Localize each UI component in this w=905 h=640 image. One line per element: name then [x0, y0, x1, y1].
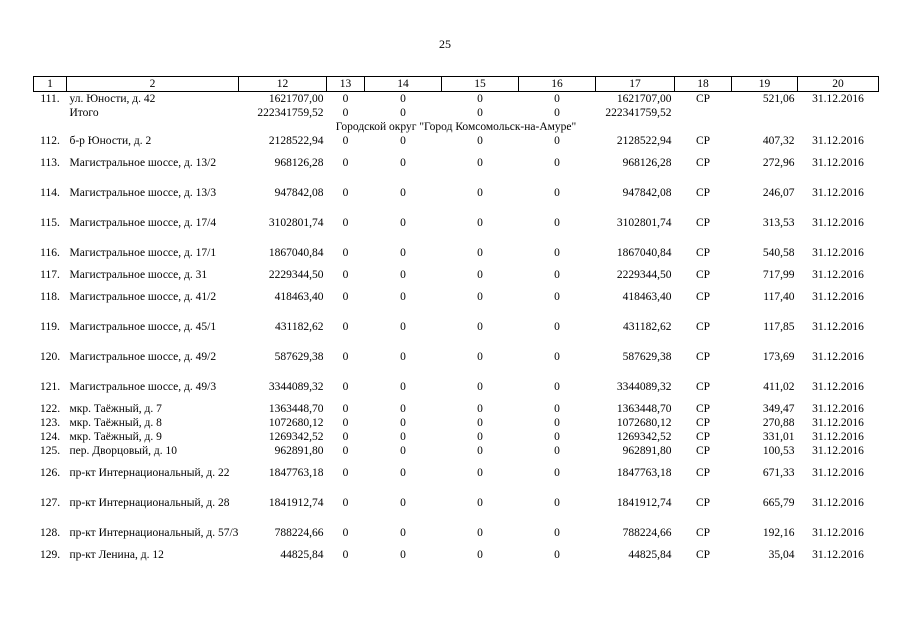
- address-cell: пр-кт Интернациональный, д. 28: [69, 497, 230, 509]
- col-19-cell: 100,53: [762, 445, 795, 457]
- col-13-cell: 0: [342, 135, 349, 147]
- col-13-cell: 0: [342, 445, 349, 457]
- col-17-cell: 222341759,52: [605, 107, 672, 119]
- col-18-cell: СР: [695, 217, 711, 229]
- col-20-cell: 31.12.2016: [812, 431, 864, 443]
- col-14-cell: 0: [400, 135, 406, 147]
- col-14-cell: 0: [400, 527, 406, 539]
- row-number: 116.: [40, 247, 60, 259]
- table-row: [34, 134, 879, 148]
- col-16-cell: 0: [554, 321, 560, 333]
- address-cell: Магистральное шоссе, д. 45/1: [69, 321, 217, 333]
- col-15-cell: 0: [477, 291, 483, 303]
- col-20-cell: 31.12.2016: [812, 497, 864, 509]
- col-14-cell: 0: [400, 291, 406, 303]
- col-19-cell: 671,33: [762, 467, 795, 479]
- row-number: 126.: [39, 467, 61, 479]
- row-number: 127.: [39, 497, 61, 509]
- col-13-cell: 0: [342, 217, 349, 229]
- col-16-cell: 0: [554, 417, 560, 429]
- col-19-cell: 407,32: [762, 135, 795, 147]
- col-18-cell: СР: [695, 291, 711, 303]
- col-19-cell: 349,47: [762, 403, 795, 415]
- col-15-cell: 0: [477, 187, 483, 199]
- col-15-cell: 0: [477, 269, 483, 281]
- col-15-cell: 0: [477, 381, 483, 393]
- col-13-cell: 0: [342, 157, 349, 169]
- col-17-cell: 418463,40: [622, 291, 672, 303]
- col-15-cell: 0: [477, 417, 483, 429]
- col-12-cell: 962891,80: [274, 445, 324, 457]
- col-14-cell: 0: [400, 403, 406, 415]
- col-18-cell: СР: [695, 549, 711, 561]
- col-13-cell: 0: [342, 269, 349, 281]
- col-18-cell: СР: [695, 403, 711, 415]
- col-14-cell: 0: [400, 187, 406, 199]
- col-17-cell: 947842,08: [622, 187, 672, 199]
- col-14-cell: 0: [400, 417, 406, 429]
- header-cell-17: 17: [596, 77, 675, 92]
- col-13-cell: 0: [342, 403, 349, 415]
- header-cell-13: 13: [327, 77, 365, 92]
- col-17-cell: 1621707,00: [616, 93, 672, 105]
- col-12-cell: 1072680,12: [268, 417, 324, 429]
- report-table: [33, 76, 879, 562]
- col-12-cell: 3102801,74: [268, 217, 324, 229]
- col-12-cell: 1847763,18: [268, 467, 324, 479]
- col-16-cell: 0: [554, 291, 560, 303]
- col-13-cell: 0: [342, 321, 349, 333]
- address-cell: Магистральное шоссе, д. 31: [69, 269, 208, 281]
- col-19-cell: 521,06: [762, 93, 795, 105]
- col-16-cell: 0: [554, 157, 560, 169]
- col-14-cell: 0: [400, 269, 406, 281]
- header-cell-20: 20: [798, 77, 879, 92]
- table-row: [34, 458, 879, 488]
- col-20-cell: 31.12.2016: [812, 291, 864, 303]
- header-cell-1: 1: [34, 77, 67, 92]
- col-14-cell: 0: [400, 93, 406, 105]
- col-17-cell: 2128522,94: [616, 135, 672, 147]
- col-20-cell: 31.12.2016: [812, 351, 864, 363]
- col-18-cell: СР: [695, 417, 711, 429]
- col-15-cell: 0: [477, 93, 483, 105]
- col-15-cell: 0: [477, 321, 483, 333]
- header-cell-16: 16: [519, 77, 596, 92]
- table-row: [34, 106, 879, 120]
- row-number: 122.: [39, 403, 61, 415]
- col-20-cell: 31.12.2016: [812, 247, 864, 259]
- col-19-cell: 540,58: [762, 247, 795, 259]
- col-18-cell: СР: [695, 135, 711, 147]
- col-17-cell: 1841912,74: [616, 497, 672, 509]
- col-16-cell: 0: [554, 527, 560, 539]
- col-14-cell: 0: [400, 497, 406, 509]
- col-14-cell: 0: [400, 549, 406, 561]
- table-row: [34, 92, 879, 107]
- col-16-cell: 0: [554, 351, 560, 363]
- header-cell-18: 18: [675, 77, 732, 92]
- table-row: [34, 312, 879, 342]
- section-row: [34, 120, 879, 134]
- col-17-cell: 1363448,70: [616, 403, 672, 415]
- col-15-cell: 0: [477, 467, 483, 479]
- col-16-cell: 0: [554, 467, 560, 479]
- col-14-cell: 0: [400, 247, 406, 259]
- address-cell: пр-кт Интернациональный, д. 57/3: [69, 527, 239, 539]
- col-15-cell: 0: [477, 157, 483, 169]
- row-number: 123.: [39, 417, 61, 429]
- col-16-cell: 0: [554, 135, 560, 147]
- col-18-cell: СР: [695, 527, 711, 539]
- col-18-cell: СР: [695, 445, 711, 457]
- row-number: 125.: [39, 445, 61, 457]
- col-14-cell: 0: [400, 381, 406, 393]
- table-row: [34, 208, 879, 238]
- col-12-cell: 1269342,52: [268, 431, 324, 443]
- col-19-cell: 173,69: [762, 351, 795, 363]
- col-13-cell: 0: [342, 431, 349, 443]
- col-17-cell: 44825,84: [628, 549, 672, 561]
- col-19-cell: 331,01: [762, 431, 795, 443]
- col-19-cell: 411,02: [763, 381, 795, 393]
- col-14-cell: 0: [400, 217, 406, 229]
- table-row: [34, 402, 879, 416]
- header-cell-12: 12: [239, 77, 327, 92]
- col-15-cell: 0: [477, 403, 483, 415]
- col-18-cell: СР: [695, 351, 711, 363]
- col-20-cell: 31.12.2016: [812, 403, 864, 415]
- col-12-cell: 1841912,74: [268, 497, 324, 509]
- row-number: 111.: [40, 93, 60, 105]
- col-18-cell: СР: [695, 93, 711, 105]
- col-13-cell: 0: [342, 351, 349, 363]
- col-18-cell: СР: [695, 269, 711, 281]
- row-number: 118.: [40, 291, 60, 303]
- col-19-cell: 192,16: [762, 527, 795, 539]
- col-20-cell: 31.12.2016: [812, 187, 864, 199]
- table-row: [34, 238, 879, 268]
- col-12-cell: 1363448,70: [268, 403, 324, 415]
- col-15-cell: 0: [477, 217, 483, 229]
- col-14-cell: 0: [400, 157, 406, 169]
- row-number: 113.: [40, 157, 60, 169]
- col-18-cell: [675, 106, 732, 120]
- col-13-cell: 0: [342, 247, 349, 259]
- col-13-cell: 0: [342, 187, 349, 199]
- table-row: [34, 342, 879, 372]
- address-cell: Магистральное шоссе, д. 13/2: [69, 157, 217, 169]
- col-13-cell: 0: [342, 527, 349, 539]
- col-16-cell: 0: [554, 403, 560, 415]
- table-body: [34, 92, 879, 563]
- address-cell: мкр. Таёжный, д. 9: [69, 431, 162, 443]
- col-19-cell: 117,40: [763, 291, 795, 303]
- address-cell: Итого: [69, 107, 99, 119]
- col-15-cell: 0: [477, 549, 483, 561]
- address-cell: Магистральное шоссе, д. 17/1: [69, 247, 217, 259]
- col-18-cell: СР: [695, 187, 711, 199]
- col-12-cell: 1621707,00: [268, 93, 324, 105]
- header-row: [34, 77, 879, 92]
- col-15-cell: 0: [477, 135, 483, 147]
- table-row: [34, 282, 879, 312]
- address-cell: ул. Юности, д. 42: [69, 93, 156, 105]
- col-13-cell: 0: [342, 467, 349, 479]
- col-13-cell: 0: [342, 417, 349, 429]
- header-cell-14: 14: [365, 77, 442, 92]
- table-row: [34, 518, 879, 548]
- table-row: [34, 548, 879, 562]
- table-row: [34, 430, 879, 444]
- col-19-cell: 665,79: [762, 497, 795, 509]
- row-number: [34, 106, 67, 120]
- row-number: 115.: [40, 217, 60, 229]
- col-18-cell: СР: [695, 157, 711, 169]
- col-12-cell: 1867040,84: [268, 247, 324, 259]
- col-12-cell: 222341759,52: [257, 107, 324, 119]
- address-cell: мкр. Таёжный, д. 7: [69, 403, 162, 415]
- col-20-cell: 31.12.2016: [812, 321, 864, 333]
- col-12-cell: 947842,08: [274, 187, 324, 199]
- col-16-cell: 0: [554, 247, 560, 259]
- col-15-cell: 0: [477, 445, 483, 457]
- header-cell-19: 19: [732, 77, 798, 92]
- table-row: [34, 372, 879, 402]
- col-20-cell: [798, 106, 879, 120]
- col-16-cell: 0: [554, 431, 560, 443]
- col-17-cell: 1072680,12: [616, 417, 672, 429]
- col-14-cell: 0: [400, 351, 406, 363]
- header-cell-15: 15: [442, 77, 519, 92]
- row-number: 119.: [40, 321, 60, 333]
- col-17-cell: 431182,62: [623, 321, 672, 333]
- col-17-cell: 1847763,18: [616, 467, 672, 479]
- col-17-cell: 968126,28: [622, 157, 672, 169]
- col-19-cell: 270,88: [762, 417, 795, 429]
- col-20-cell: 31.12.2016: [812, 135, 864, 147]
- col-12-cell: 2229344,50: [268, 269, 324, 281]
- address-cell: пр-кт Ленина, д. 12: [69, 549, 164, 561]
- col-20-cell: 31.12.2016: [812, 93, 864, 105]
- table-row: [34, 178, 879, 208]
- table-row: [34, 148, 879, 178]
- col-20-cell: 31.12.2016: [812, 217, 864, 229]
- col-16-cell: 0: [554, 93, 560, 105]
- row-number: 117.: [40, 269, 60, 281]
- table-row: [34, 444, 879, 458]
- col-14-cell: 0: [400, 321, 406, 333]
- col-14-cell: 0: [400, 107, 406, 119]
- row-number: 120.: [39, 351, 61, 363]
- col-12-cell: 44825,84: [280, 549, 324, 561]
- col-12-cell: 788224,66: [274, 527, 324, 539]
- col-16-cell: 0: [554, 107, 560, 119]
- col-12-cell: 3344089,32: [268, 381, 324, 393]
- table-row: [34, 268, 879, 282]
- col-16-cell: 0: [554, 445, 560, 457]
- col-17-cell: 1867040,84: [616, 247, 672, 259]
- col-13-cell: 0: [342, 93, 349, 105]
- col-16-cell: 0: [554, 497, 560, 509]
- col-12-cell: 418463,40: [274, 291, 324, 303]
- col-15-cell: 0: [477, 527, 483, 539]
- col-18-cell: СР: [695, 497, 711, 509]
- col-13-cell: 0: [342, 549, 349, 561]
- row-number: 112.: [40, 135, 60, 147]
- address-cell: б-р Юности, д. 2: [69, 135, 152, 147]
- col-19-cell: 35,04: [768, 549, 795, 561]
- col-17-cell: 2229344,50: [616, 269, 672, 281]
- col-13-cell: 0: [342, 381, 349, 393]
- col-19-cell: 272,96: [762, 157, 795, 169]
- col-15-cell: 0: [477, 431, 483, 443]
- page-number: 25: [439, 37, 451, 51]
- row-number: 124.: [39, 431, 61, 443]
- col-20-cell: 31.12.2016: [812, 157, 864, 169]
- col-19-cell: [732, 106, 798, 120]
- col-16-cell: 0: [554, 381, 560, 393]
- col-17-cell: 788224,66: [622, 527, 672, 539]
- col-19-cell: 313,53: [762, 217, 795, 229]
- col-13-cell: 0: [342, 107, 349, 119]
- col-14-cell: 0: [400, 467, 406, 479]
- col-19-cell: 246,07: [762, 187, 795, 199]
- address-cell: Магистральное шоссе, д. 17/4: [69, 217, 217, 229]
- col-17-cell: 3344089,32: [616, 381, 672, 393]
- col-12-cell: 587629,38: [274, 351, 324, 363]
- col-19-cell: 717,99: [762, 269, 795, 281]
- address-cell: пр-кт Интернациональный, д. 22: [69, 467, 230, 479]
- col-13-cell: 0: [342, 291, 349, 303]
- col-20-cell: 31.12.2016: [812, 445, 864, 457]
- col-12-cell: 2128522,94: [268, 135, 324, 147]
- col-20-cell: 31.12.2016: [812, 381, 864, 393]
- col-14-cell: 0: [400, 445, 406, 457]
- address-cell: Магистральное шоссе, д. 49/2: [69, 351, 217, 363]
- col-20-cell: 31.12.2016: [812, 549, 864, 561]
- col-20-cell: 31.12.2016: [812, 527, 864, 539]
- col-18-cell: СР: [695, 431, 711, 443]
- section-title: Городской округ "Город Комсомольск-на-Амуре": [335, 121, 577, 133]
- row-number: 128.: [39, 527, 61, 539]
- col-16-cell: 0: [554, 269, 560, 281]
- header-cell-2: 2: [67, 77, 239, 92]
- row-number: 121.: [39, 381, 61, 393]
- table-row: [34, 488, 879, 518]
- col-15-cell: 0: [477, 351, 483, 363]
- col-20-cell: 31.12.2016: [812, 467, 864, 479]
- col-20-cell: 31.12.2016: [812, 269, 864, 281]
- address-cell: Магистральное шоссе, д. 41/2: [69, 291, 217, 303]
- col-12-cell: 431182,62: [275, 321, 324, 333]
- address-cell: мкр. Таёжный, д. 8: [69, 417, 162, 429]
- address-cell: Магистральное шоссе, д. 13/3: [69, 187, 217, 199]
- col-18-cell: СР: [695, 467, 711, 479]
- col-17-cell: 1269342,52: [616, 431, 672, 443]
- col-17-cell: 3102801,74: [616, 217, 672, 229]
- table-header: [34, 77, 879, 92]
- row-number: 114.: [40, 187, 60, 199]
- col-18-cell: СР: [695, 321, 711, 333]
- col-13-cell: 0: [342, 497, 349, 509]
- address-cell: пер. Дворцовый, д. 10: [69, 445, 178, 457]
- col-15-cell: 0: [477, 107, 483, 119]
- col-17-cell: 587629,38: [622, 351, 672, 363]
- address-cell: Магистральное шоссе, д. 49/3: [69, 381, 217, 393]
- col-15-cell: 0: [477, 247, 483, 259]
- table-row: [34, 416, 879, 430]
- col-12-cell: 968126,28: [274, 157, 324, 169]
- col-16-cell: 0: [554, 217, 560, 229]
- col-18-cell: СР: [695, 381, 711, 393]
- col-17-cell: 962891,80: [622, 445, 672, 457]
- col-19-cell: 117,85: [763, 321, 795, 333]
- col-16-cell: 0: [554, 549, 560, 561]
- col-18-cell: СР: [695, 247, 711, 259]
- col-14-cell: 0: [400, 431, 406, 443]
- row-number: 129.: [39, 549, 61, 561]
- col-16-cell: 0: [554, 187, 560, 199]
- col-15-cell: 0: [477, 497, 483, 509]
- col-20-cell: 31.12.2016: [812, 417, 864, 429]
